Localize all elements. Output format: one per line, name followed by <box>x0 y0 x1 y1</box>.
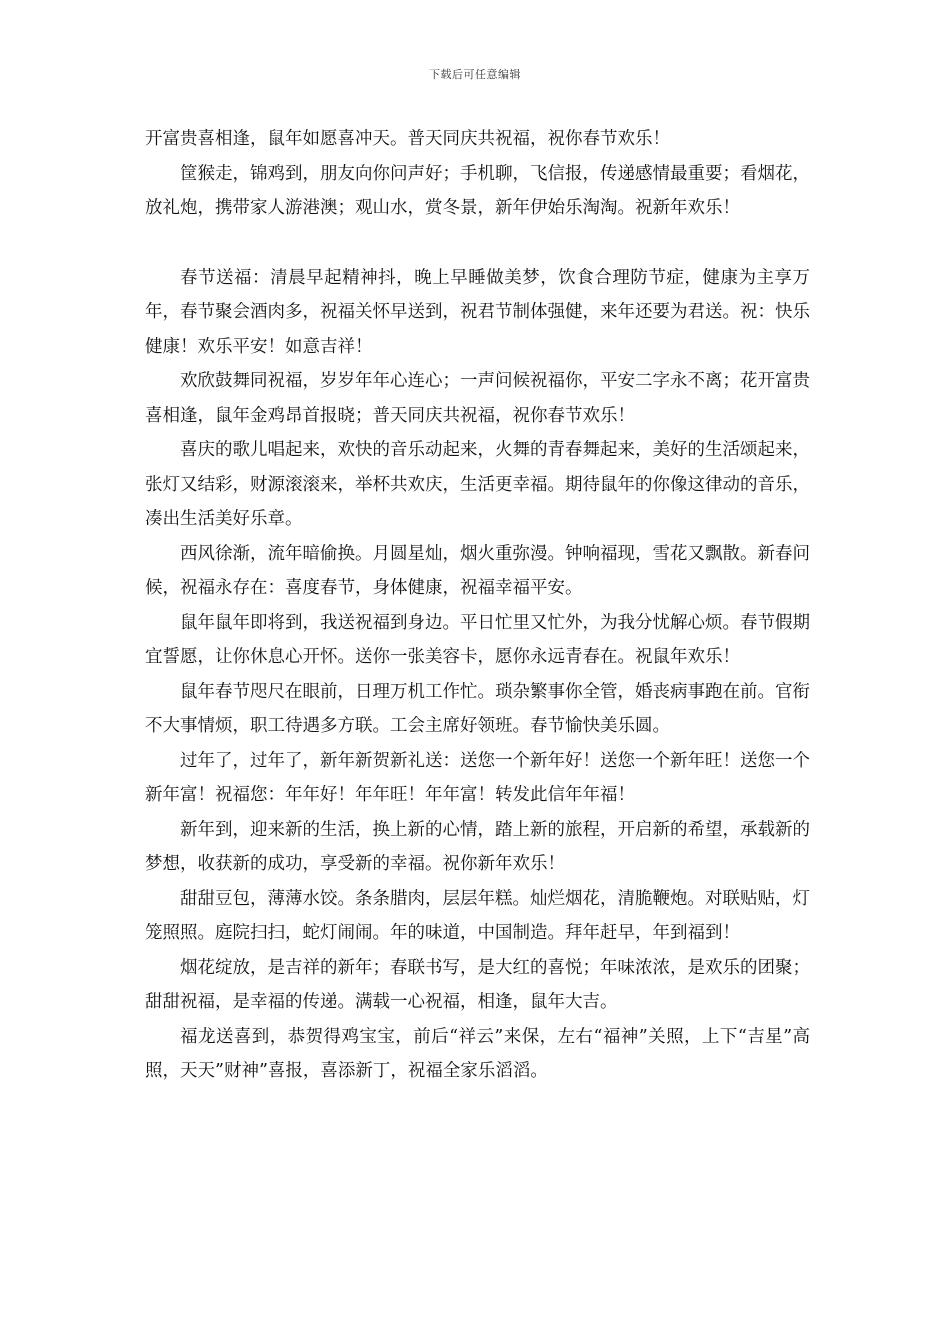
page-header-note: 下载后可任意编辑 <box>429 68 521 81</box>
paragraph-2: 筐猴走，锦鸡到，朋友向你问声好；手机聊，飞信报，传递感情最重要；看烟花，放礼炮，携带家人游港澳；观山水，赏冬景，新年伊始乐淘淘。祝新年欢乐！ <box>145 163 810 218</box>
paragraph-6: 西风徐渐，流年暗偷换。月圆星灿，烟火重弥漫。钟响福现，雪花又飘散。新春问候，祝福永存在：喜度春节，身体健康，祝福幸福平安。 <box>145 543 810 598</box>
paragraph-7: 鼠年鼠年即将到，我送祝福到身边。平日忙里又忙外，为我分忧解心烦。春节假期宜誓愿，让你休息心开怀。送你一张美容卡，愿你永远青春在。祝鼠年欢乐！ <box>145 612 810 667</box>
paragraph-3: 春节送福：清晨早起精神抖，晚上早睡做美梦，饮食合理防节症，健康为主享万年，春节聚会酒肉多，祝福关怀早送到，祝君节制体强健，来年还要为君送。祝：快乐健康！欢乐平安！如意吉祥！ <box>145 267 810 357</box>
paragraph-13: 福龙送喜到，恭贺得鸡宝宝，前后“祥云”来保，左右“福神”关照，上下“吉星”高照，天天”财神”喜报，喜添新丁，祝福全家乐滔滔。 <box>145 1026 810 1081</box>
paragraph-8: 鼠年春节咫尺在眼前，日理万机工作忙。琐杂繁事你全管，婚丧病事跑在前。官衔不大事情烦，职工待遇多方联。工会主席好领班。春节愉快美乐圆。 <box>145 681 810 736</box>
paragraph-10: 新年到，迎来新的生活，换上新的心情，踏上新的旅程，开启新的希望，承载新的梦想，收获新的成功，享受新的幸福。祝你新年欢乐！ <box>145 819 810 874</box>
paragraph-12: 烟花绽放，是吉祥的新年；春联书写，是大红的喜悦；年味浓浓，是欢乐的团聚；甜甜祝福，是幸福的传递。满载一心祝福，相逢，鼠年大吉。 <box>145 957 810 1012</box>
document-body <box>145 122 810 1089</box>
paragraph-4: 欢欣鼓舞同祝福，岁岁年年心连心；一声问候祝福你，平安二字永不离；花开富贵喜相逢，鼠年金鸡昂首报晓；普天同庆共祝福，祝你春节欢乐！ <box>145 371 810 426</box>
paragraph-5: 喜庆的歌儿唱起来，欢快的音乐动起来，火舞的青春舞起来，美好的生活颂起来，张灯又结彩，财源滚滚来，举杯共欢庆，生活更幸福。期待鼠年的你像这律动的音乐，凑出生活美好乐章。 <box>145 440 810 529</box>
paragraph-11: 甜甜豆包，薄薄水饺。条条腊肉，层层年糕。灿烂烟花，清脆鞭炮。对联贴贴，灯笼照照。庭院扫扫，蛇灯闹闹。年的味道，中国制造。拜年赶早，年到福到！ <box>145 888 810 943</box>
paragraph-9: 过年了，过年了，新年新贺新礼送：送您一个新年好！送您一个新年旺！送您一个新年富！祝福您：年年好！年年旺！年年富！转发此信年年福！ <box>145 750 810 805</box>
paragraph-gap <box>145 226 810 261</box>
paragraph-1: 开富贵喜相逢，鼠年如愿喜冲天。普天同庆共祝福，祝你春节欢乐！ <box>145 129 670 149</box>
